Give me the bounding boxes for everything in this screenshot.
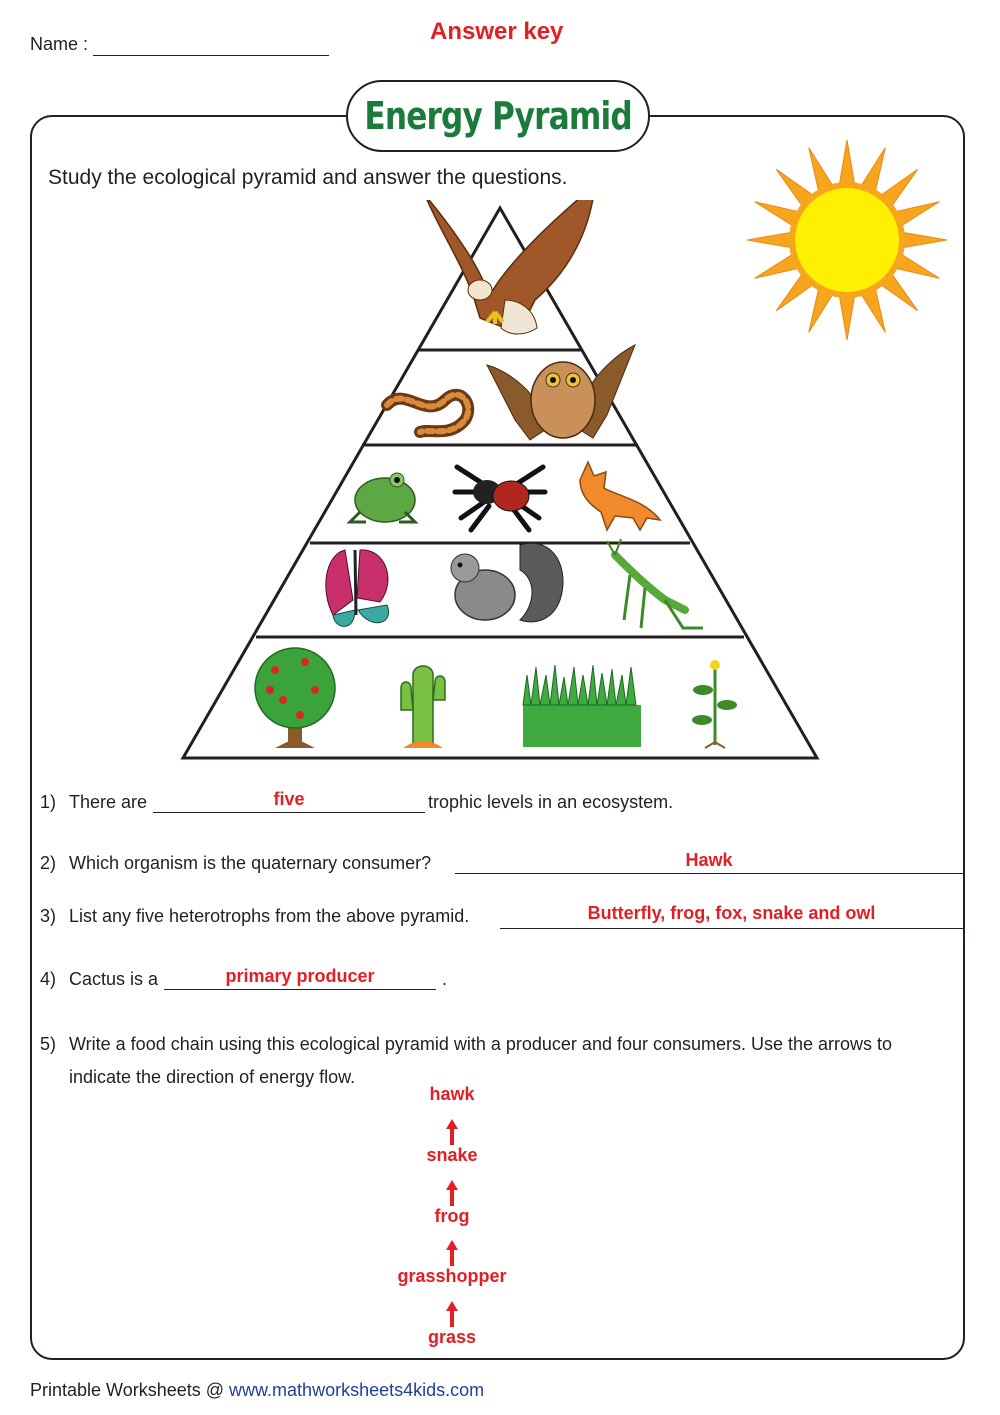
question-4 [0,966,1000,993]
sun-ray [902,232,947,247]
answer-text: five [273,789,305,809]
arrow-up-icon [446,1180,458,1206]
answer-line[interactable] [500,928,963,929]
question-text-end: trophic levels in an ecosystem. [428,792,674,812]
answer-text: Butterfly, frog, fox, snake and owl [587,903,876,923]
answer-key-label: Answer key [430,18,564,45]
question-number: 5) [40,1034,57,1054]
footer [30,1380,484,1401]
question-2 [0,850,1000,877]
question-number: 1) [40,792,57,812]
footer-label: Printable Worksheets @ [30,1380,225,1400]
answer-text: Hawk [685,850,733,870]
arrow-up-icon [446,1301,458,1327]
energy-pyramid [175,200,825,762]
chain-item-hawk: hawk [429,1084,475,1104]
question-number: 3) [40,906,57,926]
question-3 [0,903,1000,930]
page-title: Energy Pyramid [364,94,632,138]
answer-line[interactable] [153,812,425,813]
name-input-line[interactable] [93,55,329,56]
instructions: Study the ecological pyramid and answer the questions. [48,166,568,189]
chain-item-grass: grass [427,1327,477,1347]
question-number: 2) [40,853,57,873]
name-label: Name : [30,34,89,54]
question-text: Cactus is a [69,969,159,989]
answer-text: primary producer [225,966,375,986]
question-text: List any five heterotrophs from the above pyramid. [69,906,470,926]
answer-line[interactable] [455,873,963,874]
question-1 [0,789,1000,816]
chain-item-snake: snake [426,1145,478,1165]
title-badge [346,80,650,152]
chain-item-frog: frog [434,1206,470,1226]
answer-line[interactable] [164,989,436,990]
arrow-up-icon [446,1119,458,1145]
question-text-end: . [442,969,448,989]
chain-item-grasshopper: grasshopper [397,1266,507,1286]
question-number: 4) [40,969,57,989]
sun-ray [839,140,854,185]
sun-ray [839,295,854,340]
question-text: There are [69,792,148,812]
arrow-up-icon [446,1240,458,1266]
question-text-line2: indicate the direction of energy flow. [69,1067,356,1087]
footer-link[interactable]: www.mathworksheets4kids.com [229,1380,485,1400]
question-text: Write a food chain using this ecological pyramid with a producer and four consumers. Use the arrows to [69,1034,893,1054]
question-text: Which organism is the quaternary consumer? [69,853,432,873]
